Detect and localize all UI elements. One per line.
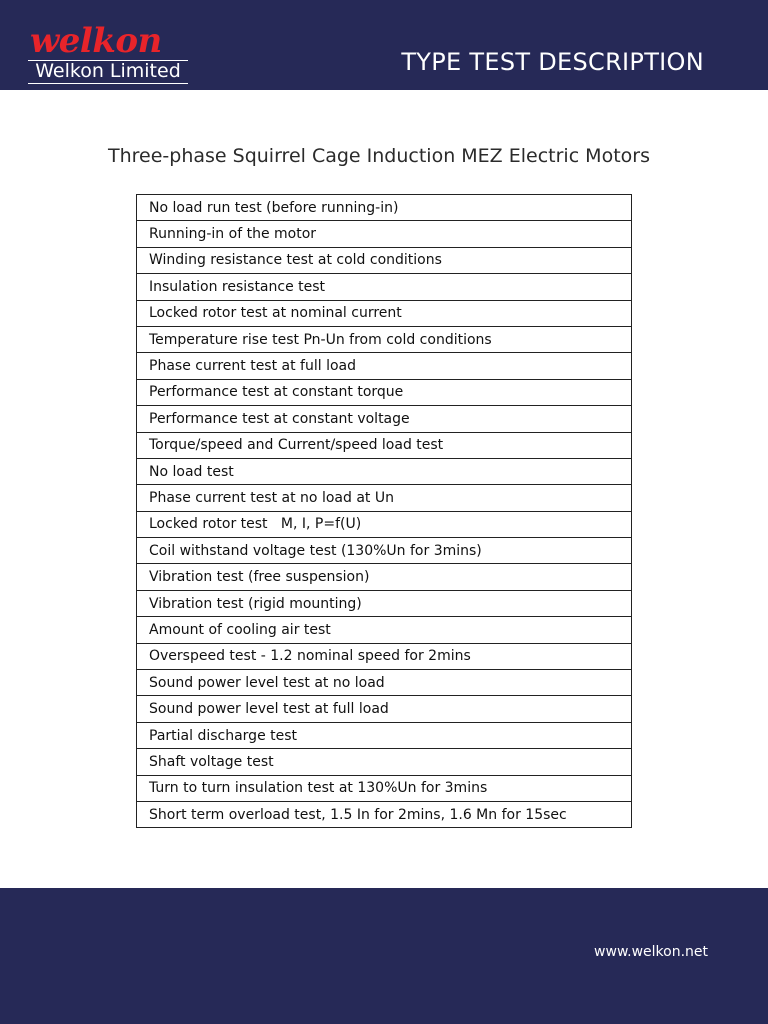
- table-row: [137, 564, 632, 590]
- test-cell: No load test: [137, 458, 632, 484]
- table-row: [137, 274, 632, 300]
- test-cell: Phase current test at full load: [137, 353, 632, 379]
- table-row: [137, 670, 632, 696]
- test-cell: Locked rotor test M, I, P=f(U): [137, 511, 632, 537]
- tests-table: [136, 194, 632, 828]
- test-cell: No load run test (before running-in): [137, 195, 632, 221]
- table-row: [137, 749, 632, 775]
- table-row: [137, 406, 632, 432]
- table-row: [137, 696, 632, 722]
- table-row: [137, 485, 632, 511]
- table-row: [137, 432, 632, 458]
- table-row: [137, 801, 632, 827]
- welkon-logo: [28, 22, 190, 84]
- test-cell: Partial discharge test: [137, 722, 632, 748]
- test-cell: Temperature rise test Pn-Un from cold conditions: [137, 326, 632, 352]
- logo-company-name: Welkon Limited: [28, 60, 188, 84]
- test-cell: Vibration test (free suspension): [137, 564, 632, 590]
- table-row: [137, 458, 632, 484]
- table-row: [137, 511, 632, 537]
- test-cell: Performance test at constant voltage: [137, 406, 632, 432]
- table-row: [137, 538, 632, 564]
- table-row: [137, 643, 632, 669]
- test-cell: Overspeed test - 1.2 nominal speed for 2mins: [137, 643, 632, 669]
- test-cell: Insulation resistance test: [137, 274, 632, 300]
- test-cell: Performance test at constant torque: [137, 379, 632, 405]
- test-cell: Sound power level test at full load: [137, 696, 632, 722]
- page-header: [0, 0, 768, 90]
- test-cell: Running-in of the motor: [137, 221, 632, 247]
- header-title: TYPE TEST DESCRIPTION: [401, 48, 704, 76]
- test-cell: Shaft voltage test: [137, 749, 632, 775]
- test-cell: Amount of cooling air test: [137, 617, 632, 643]
- website-url: www.welkon.net: [594, 944, 708, 960]
- page-footer: [0, 888, 768, 1024]
- test-cell: Winding resistance test at cold conditions: [137, 247, 632, 273]
- test-cell: Turn to turn insulation test at 130%Un for 3mins: [137, 775, 632, 801]
- table-row: [137, 300, 632, 326]
- table-row: [137, 326, 632, 352]
- table-row: [137, 195, 632, 221]
- table-row: [137, 379, 632, 405]
- test-cell: Torque/speed and Current/speed load test: [137, 432, 632, 458]
- test-cell: Sound power level test at no load: [137, 670, 632, 696]
- table-row: [137, 247, 632, 273]
- test-cell: Short term overload test, 1.5 In for 2mins, 1.6 Mn for 15sec: [137, 801, 632, 827]
- table-row: [137, 617, 632, 643]
- test-cell: Phase current test at no load at Un: [137, 485, 632, 511]
- table-row: [137, 590, 632, 616]
- table-row: [137, 221, 632, 247]
- table-row: [137, 353, 632, 379]
- document-title: Three-phase Squirrel Cage Induction MEZ Electric Motors: [107, 145, 650, 167]
- logo-wordmark: welkon: [30, 21, 162, 61]
- test-cell: Coil withstand voltage test (130%Un for 3mins): [137, 538, 632, 564]
- test-cell: Vibration test (rigid mounting): [137, 590, 632, 616]
- table-row: [137, 775, 632, 801]
- test-cell: Locked rotor test at nominal current: [137, 300, 632, 326]
- table-row: [137, 722, 632, 748]
